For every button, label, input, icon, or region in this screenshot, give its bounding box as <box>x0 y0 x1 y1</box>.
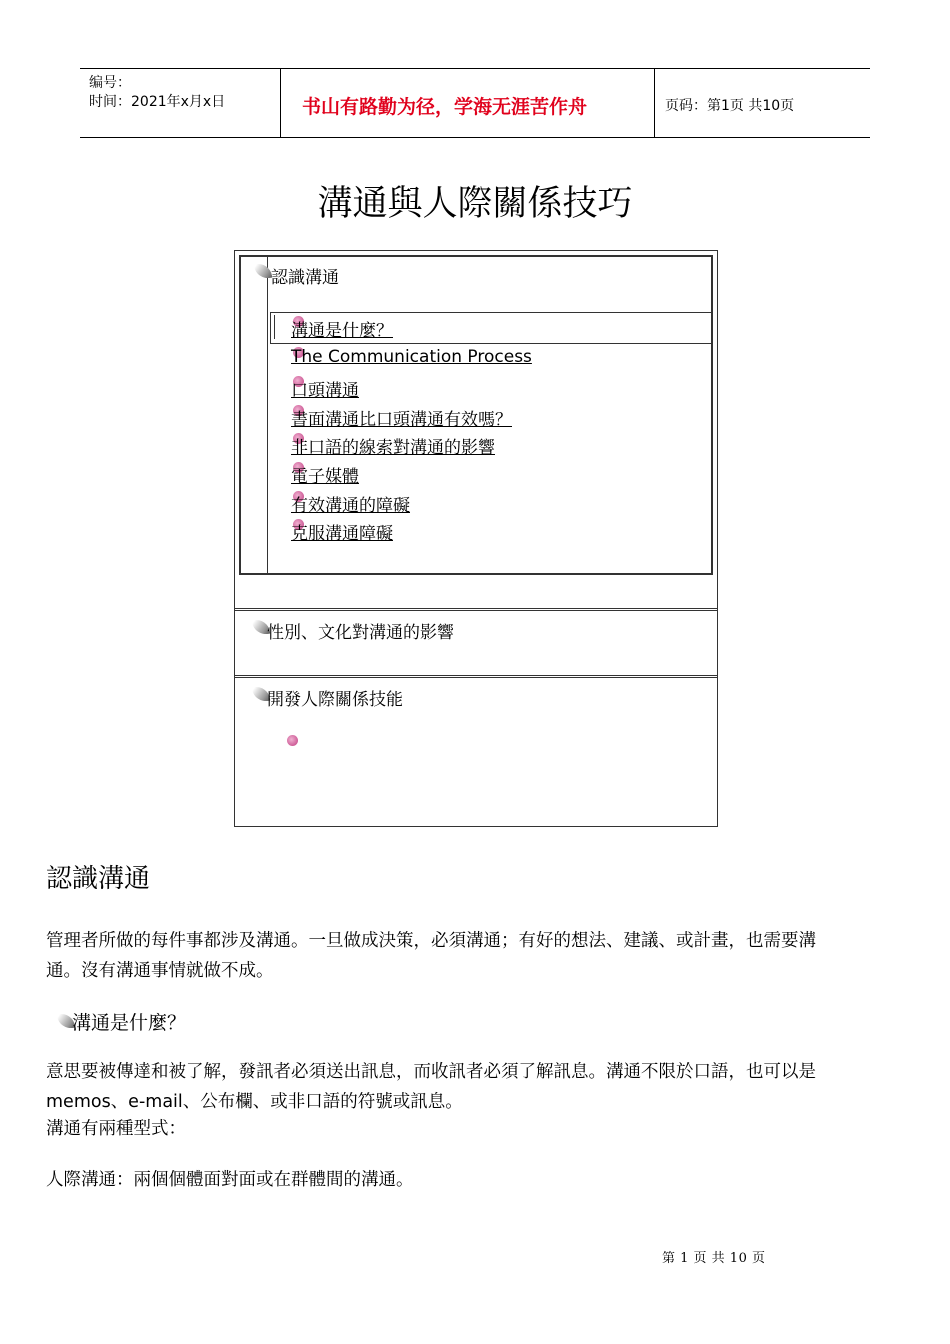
menu-item-written-vs-oral[interactable]: 書面溝通比口頭溝通有效嗎？ <box>291 410 512 430</box>
menu-item-barriers[interactable]: 有效溝通的障礙 <box>291 496 410 516</box>
navigation-menu <box>234 250 718 827</box>
menu-item-communication-process[interactable]: The Communication Process <box>291 347 532 367</box>
divider <box>235 610 717 611</box>
divider <box>235 675 717 676</box>
paragraph-line: 意思要被傳達和被了解，發訊者必須送出訊息，而收訊者必須了解訊息。溝通不限於口語，也可以是 <box>46 1062 816 1082</box>
header-motto-cell <box>280 69 655 137</box>
paragraph-line: 管理者所做的每件事都涉及溝通。一旦做成決策，必須溝通；有好的想法、建議、或計畫，也需要溝 <box>46 931 816 951</box>
header-info-cell <box>80 69 281 137</box>
page-header <box>80 68 870 138</box>
divider <box>235 677 717 678</box>
menu-section-communication[interactable]: 認識溝通 <box>271 268 339 288</box>
menu-item-what-is-communication[interactable]: 溝通是什麼？ <box>291 321 393 341</box>
section-heading: 認識溝通 <box>46 864 151 894</box>
page-info: 页码：第1页 共10页 <box>665 98 795 114</box>
motto: 书山有路勤为径，学海无涯苦作舟 <box>302 96 588 118</box>
page-footer: 第 1 页 共 10 页 <box>662 1251 766 1266</box>
paragraph-line: 溝通有兩種型式： <box>46 1119 186 1139</box>
document-title: 溝通與人際關係技巧 <box>317 184 633 224</box>
cursor-caret <box>274 315 275 339</box>
paragraph-line: memos、e-mail、公布欄、或非口語的符號或訊息。 <box>46 1092 463 1112</box>
subheading: 溝通是什麼？ <box>72 1012 187 1034</box>
paragraph-line: 通。沒有溝通事情就做不成。 <box>46 961 274 981</box>
menu-section-gender-culture[interactable]: 性別、文化對溝通的影響 <box>267 623 454 643</box>
divider <box>235 608 717 609</box>
menu-section-interpersonal-skills[interactable]: 開發人際關係技能 <box>267 690 403 710</box>
menu-item-electronic-media[interactable]: 電子媒體 <box>291 467 359 487</box>
bullet-icon <box>287 735 298 746</box>
time-label: 时间：2021年x月x日 <box>89 94 226 110</box>
number-label: 编号： <box>89 75 131 91</box>
menu-item-nonverbal-cues[interactable]: 非口語的線索對溝通的影響 <box>291 438 495 458</box>
header-page-cell <box>654 69 870 137</box>
menu-item-oral-communication[interactable]: 口頭溝通 <box>291 381 359 401</box>
paragraph-line: 人際溝通：兩個個體面對面或在群體間的溝通。 <box>46 1170 414 1190</box>
menu-item-overcoming-barriers[interactable]: 克服溝通障礙 <box>291 524 393 544</box>
tree-line <box>267 256 268 574</box>
